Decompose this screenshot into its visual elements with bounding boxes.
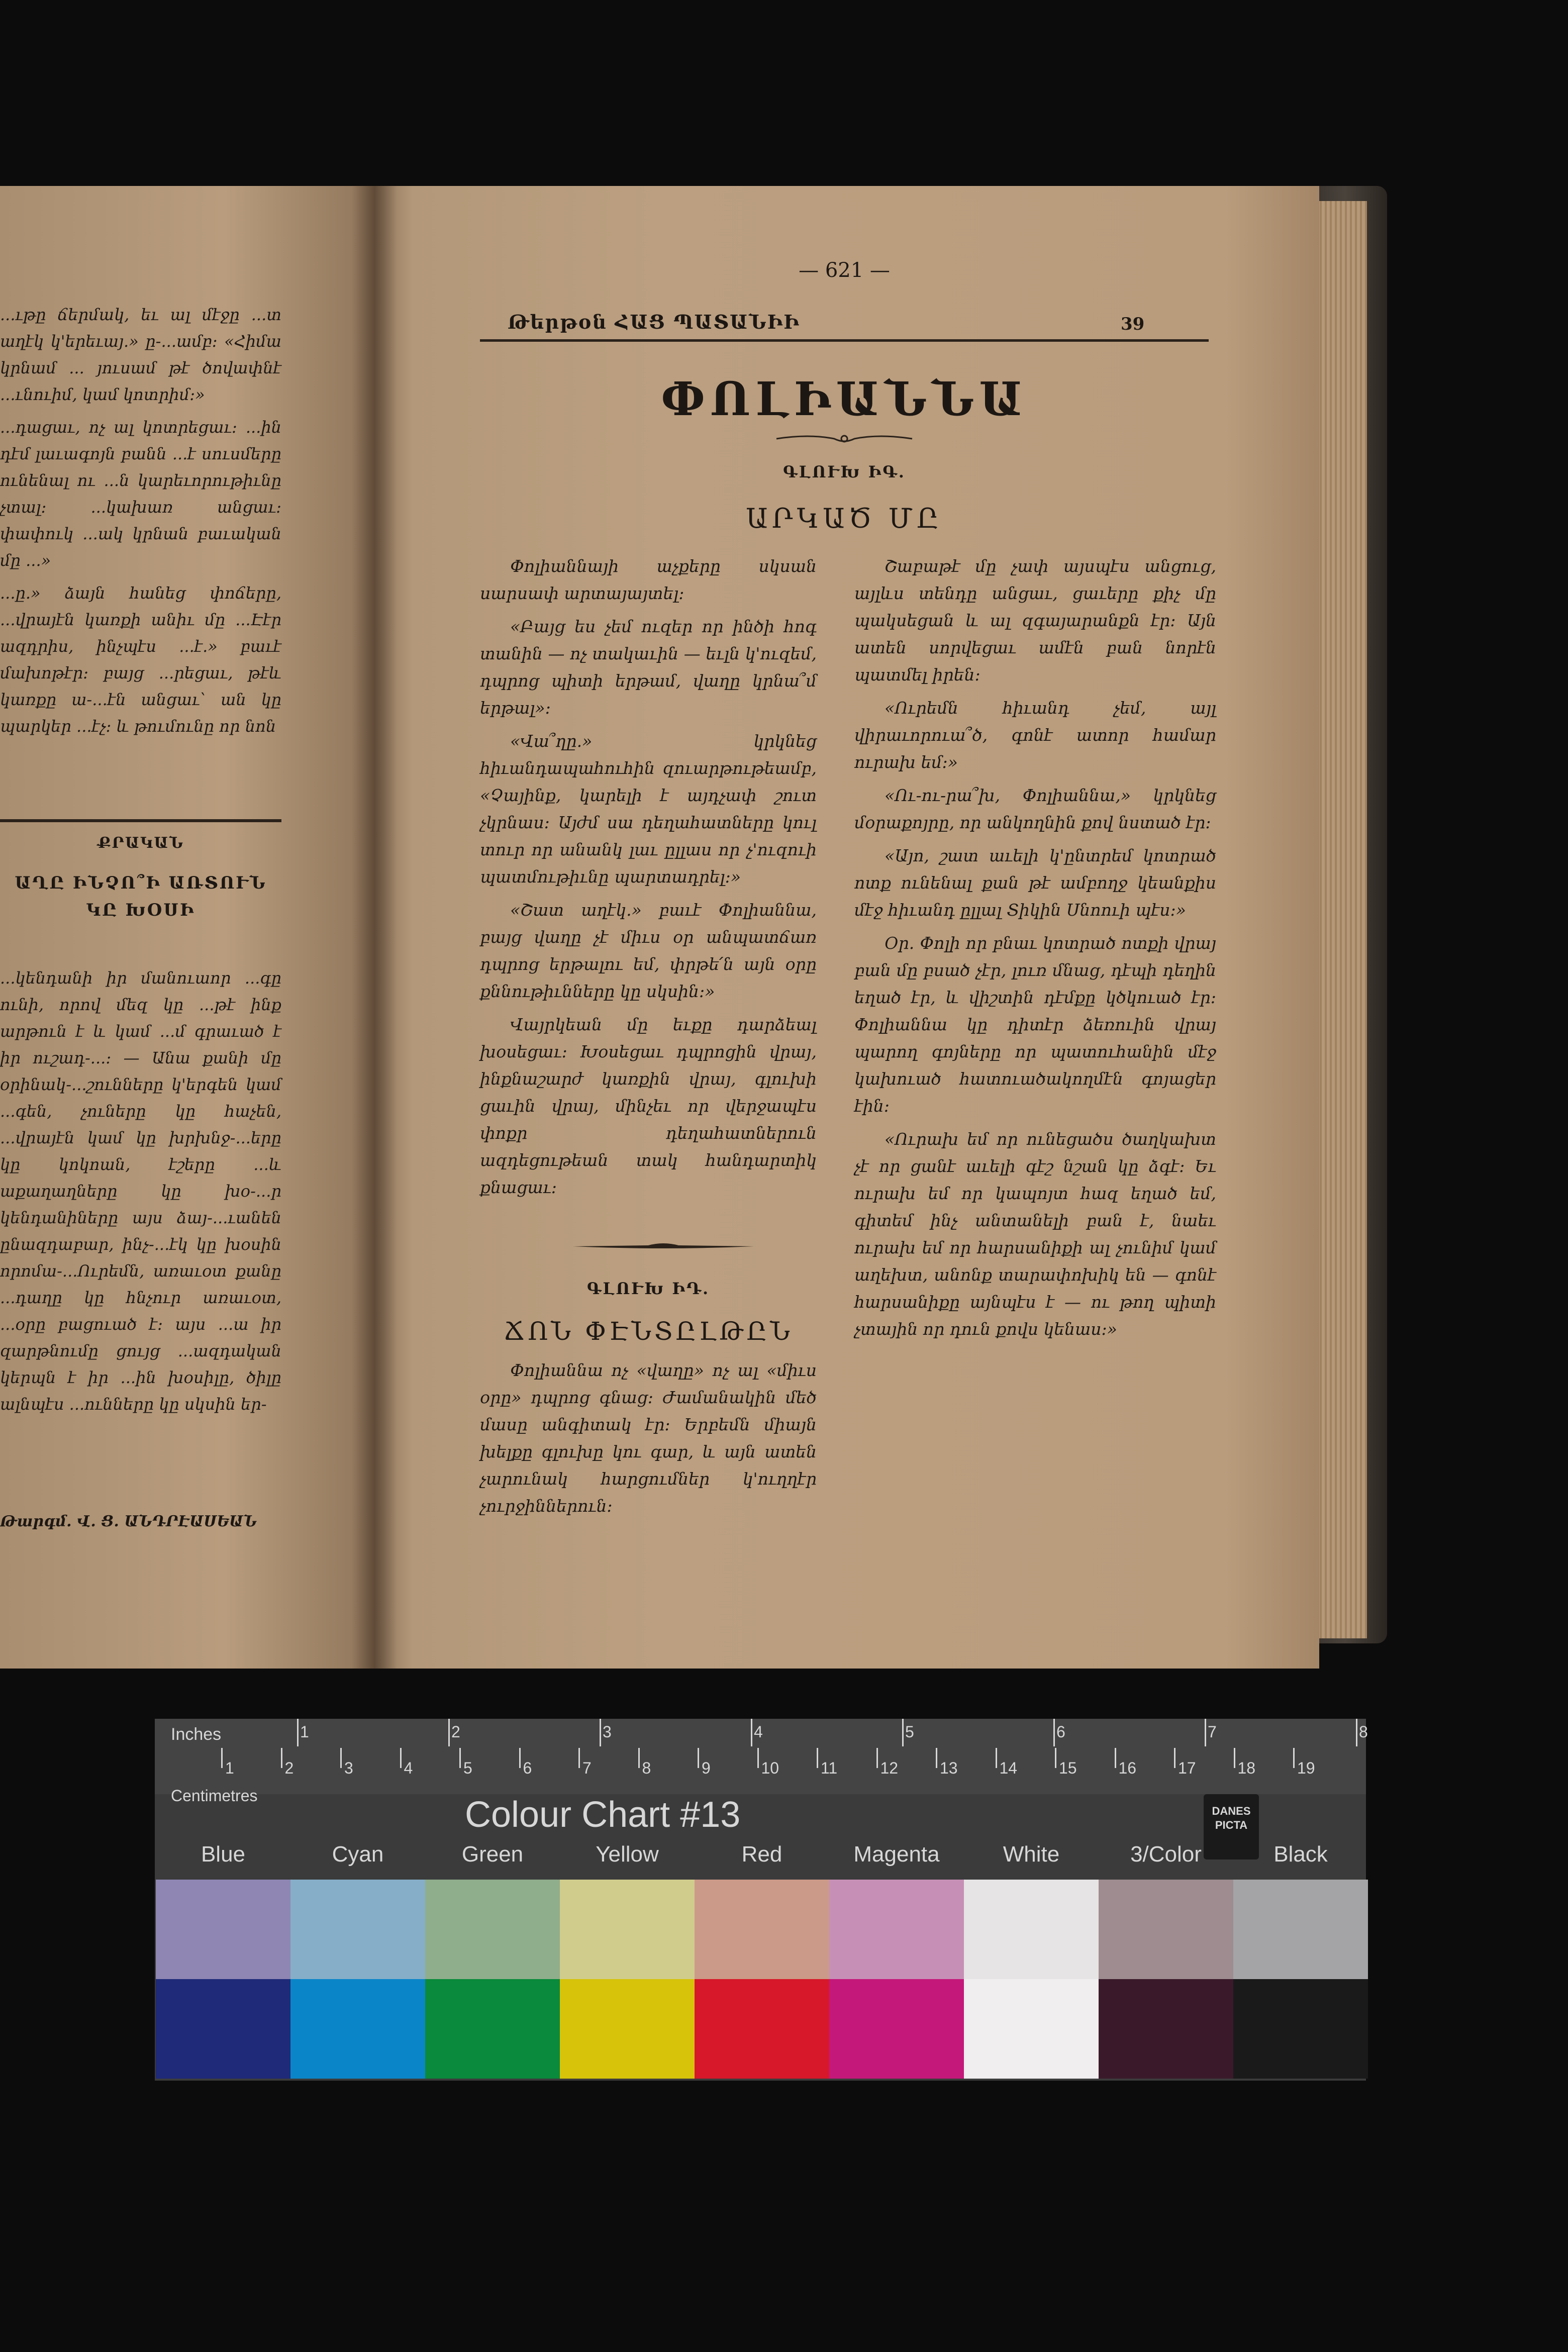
left-section-title: ՔՐԱԿԱՆ [97,834,184,852]
swatch-light [560,1880,695,1979]
flourish-ornament [774,431,915,446]
cm-tick [1234,1748,1235,1768]
swatch-light [290,1880,425,1979]
paragraph: Օր. Փոլի որ բնաւ կոտրած ոտքի վրայ բան մը բսած չէր, լուռ մնաց, դէպի դեղին եղած էր, և վիշտին դէմքը կծկուած էր։ Փոլիաննա կը դիտէր ձեռուին վրայ պարող գոյները որ պատուհանին մէջ կախուած հատուածակողմէն գոյացեր էին։ [854,933,1216,1116]
inch-tick [902,1719,904,1746]
swatch-light [829,1880,964,1979]
cm-tick-label: 14 [999,1759,1018,1777]
left-paragraph: ...դացաւ, ոչ ալ կոտրեցաւ։ ...ին դէմ լաւագոյն բանն ...է սուսմերը ունենալ ու ...ն կարեւորութիւնը չտալ։ ...կախառ անցաւ։ փափուկ ...ակ կրնան բաւական մը ...» [0,418,281,570]
paragraph: «Բայց ես չեմ ուզեր որ ինծի հոգ տանին — ոչ տակաւին — եւլն կ'ուզեմ, դպրոց պիտի երթամ, վաղը կրնա՞մ երթալ»։ [480,617,817,718]
swatch-dark [1099,1979,1233,2079]
cm-tick-label: 10 [761,1759,779,1777]
swatch-dark [829,1979,964,2079]
left-section-rule [0,819,281,822]
cm-tick-label: 18 [1237,1759,1256,1777]
inch-tick [1053,1719,1055,1746]
inch-tick [1205,1719,1206,1746]
paragraph: Փոլիաննա ոչ «վաղը» ոչ ալ «միւս օրը» դպրոց գնաց։ Ժամանակին մեծ մասը անգիտակ էր։ Երբեմն միայն խելքը գլուխը կու գար, և այն ատեն չարունակ հարցումներ կ'ուղղէր չուրջիններուն։ [480,1360,817,1516]
swatch-dark [290,1979,425,2079]
cm-tick-label: 2 [284,1759,294,1777]
cm-tick-label: 3 [344,1759,353,1777]
swatch-dark [156,1979,290,2079]
cm-tick [1115,1748,1116,1768]
centimetres-label: Centimetres [171,1787,258,1805]
swatch-light [1233,1880,1368,1979]
cm-tick [996,1748,997,1768]
running-head: Թերթօն ՀԱՑ ՊԱՏԱՆԻԻ [508,311,800,333]
cm-tick [876,1748,878,1768]
inch-tick-label: 5 [905,1723,914,1741]
cm-tick-label: 17 [1178,1759,1196,1777]
inch-tick [297,1719,299,1746]
cm-tick [757,1748,759,1768]
paragraph: «Ուրեմն հիւանդ չեմ, այլ վիրաւորուա՞ծ, գոնէ ատոր համար ուրախ եմ։» [854,698,1216,772]
cm-tick [817,1748,818,1768]
swatch-light [1099,1880,1233,1979]
swatch-label: Magenta [853,1842,940,1867]
header-rule [480,339,1209,342]
left-article-body [0,965,281,1424]
swatch-label: Yellow [596,1842,659,1867]
inch-tick-label: 7 [1208,1723,1217,1741]
swatch-dark [425,1979,560,2079]
cm-tick-label: 13 [940,1759,958,1777]
chapter-title-2: ՃՈՆ ՓԷՆՏԸԼԹԸՆ [504,1317,793,1346]
cm-tick [221,1748,223,1768]
cm-tick-label: 4 [404,1759,413,1777]
cm-tick [936,1748,937,1768]
swatch-label: White [1003,1842,1060,1867]
left-article-heading [0,869,281,924]
left-body-paragraph: ...կենդանի իր մանուաոր ...գը ունի, որով մեզ կը ...թէ ինք արթուն է և կամ ...մ գրաւած է իր ուշադ-...։ — Անա քանի մը օրինակ-...շունները կ'երգեն կամ ...գեն, չուները կը հաչեն, ...վրայէն կամ կը խրխնջ-...երը կը կոկոան, էշերը ...և աքաղաղները կը խօ-...ր կենդանիները այս ձայ-...ւանեն ընազդաբար, ինչ-...էկ կը խօսին որոմա-...Ուրեմն, առաւօտ քանը ...դաղը կը հնչուր առաւօտ, ...օրը բացուած է։ այս ...ա իր զարթնումը ցույց ...ազդական կերպն է իր ...ին խօսիլը, ծիլը ալնպէս ...ունները կը սկսին եր- [0,968,281,1414]
page-number: — 621 — [799,259,890,282]
swatch-label: 3/Color [1130,1842,1202,1867]
swatch-label: Blue [201,1842,246,1867]
column-1-text-lower [480,1357,817,1526]
inch-tick-label: 4 [754,1723,763,1741]
issue-number: 39 [1121,314,1145,334]
cm-tick [638,1748,640,1768]
swatch-label: Black [1273,1842,1328,1867]
paragraph: «Շատ աղէկ.» բաւէ Փոլիաննա, բայց վաղը չէ միւս օր անպատճառ դպրոց երթալու եմ, փրթե՛ն այն օրը քննութիւնները կը սկսին։» [480,900,817,1001]
chapter-divider-ornament [573,1241,754,1251]
cm-tick-label: 6 [523,1759,532,1777]
left-paragraph: ...ւթը ճերմակ, եւ ալ մէջը ...տ աղէկ կ'երեւայ.» ը-...ամբ։ «Հիմա կրնամ ... յուսամ թէ ծովափնէ ...ւնուիմ, կամ կոտրիմ։» [0,305,281,404]
left-heading-line-2: ԿԸ ԽՕՍԻ [86,900,195,920]
translator-credit: Թարգմ. Վ. Ց. ԱՆԴՐԷԱՍԵԱՆ [0,1513,257,1530]
cm-tick-label: 1 [225,1759,234,1777]
book-gutter [352,186,397,1669]
swatch-label: Red [741,1842,782,1867]
cm-tick [1293,1748,1295,1768]
story-title: ՓՈԼԻԱՆՆԱ [661,372,1028,426]
cm-tick-label: 7 [582,1759,592,1777]
paragraph: «Ուրախ եմ որ ունեցածս ծաղկախտ չէ որ ցանէ աւելի գէշ նշան կը ձգէ։ Եւ ուրախ եմ որ կապոյտ հազ եղած եմ, գիտեմ ինչ անտանելի բան է, նաեւ ուրախ եմ որ հարսանիքի ալ չունիմ կամ աղեխտ, անոնք տարափոխիկ են — գոնէ հարսանիքը այնպէս է — ու թող պիտի չտային որ դուն քովս կենաս։» [854,1129,1216,1339]
chapter-title-1: ԱՐԿԱԾ ՄԸ [746,503,943,534]
cm-tick [1174,1748,1175,1768]
swatch-dark [1233,1979,1368,2079]
cm-tick-label: 15 [1059,1759,1077,1777]
cm-tick [698,1748,699,1768]
paragraph: «Վա՞ղը.» կրկնեց հիւանդապահուհին զուարթութեամբ, «Չայինք, կարելի է այդչափ շուտ չկրնաս։ Այժմ սա դեղահատները կուլ տուր որ անանկ լաւ ըլլաս որ չ'ուզուի պատմութիւնը պարտադրել։» [480,731,817,887]
swatch-dark [695,1979,829,2079]
swatch-label: Cyan [332,1842,384,1867]
cm-tick [459,1748,461,1768]
chapter-number-1: ԳԼՈՒԽ ԻԳ. [783,462,906,481]
inches-label: Inches [171,1725,222,1744]
inch-tick-label: 3 [603,1723,612,1741]
cm-tick-label: 8 [642,1759,651,1777]
paragraph: «Այո, շատ աւելի կ'ընտրեմ կոտրած ոտք ունենալ քան թէ ամբողջ կեանքիս մէջ հիւանդ ըլլալ Տիկին Սնոուի պէս։» [854,846,1216,920]
danes-picta-logo: DANES PICTA [1204,1794,1259,1859]
column-1-text [480,553,817,1207]
cm-tick-label: 19 [1297,1759,1315,1777]
inch-tick [600,1719,601,1746]
swatch-dark [560,1979,695,2079]
swatch-light [156,1880,290,1979]
cm-tick-label: 5 [463,1759,472,1777]
left-page-top-text [0,302,281,746]
swatch-label: Green [461,1842,524,1867]
swatch-light [695,1880,829,1979]
chapter-number-2: ԳԼՈՒԽ ԻԴ. [586,1279,710,1298]
cm-tick-label: 16 [1118,1759,1137,1777]
paragraph: Շաբաթէ մը չափ այսպէս անցուց, այլևս տենդը անցաւ, ցաւերը քիչ մը պակսեցան և ալ զգայարանքն էր։ Այն ատեն սորվեցաւ ամէն բան նորէն պատմել իրեն։ [854,556,1216,684]
cm-tick-label: 12 [880,1759,899,1777]
cm-tick [340,1748,342,1768]
inch-tick-label: 6 [1056,1723,1065,1741]
inch-tick [751,1719,752,1746]
inch-tick [1356,1719,1357,1746]
cm-tick [1055,1748,1056,1768]
paragraph: «Ու-ու-րա՞խ, Փոլիաննա,» կրկնեց մօրաքոյրը, որ անկողնին քով նստած էր։ [854,786,1216,832]
cm-tick [519,1748,521,1768]
cm-tick [281,1748,282,1768]
left-paragraph: ...ը.» ձայն հանեց փոճերը, ...վրայէն կառքի անիւ մը ...Էէր ազդրիս, ինչպէս ...է.» բաւէ մախոթէր։ բայց ...րեցաւ, թէև կառքը ա-...էն անցաւ՝ ան կը պարկեր ...էչ։ և թումունը որ նոն [0,583,281,736]
colour-chart-title: Colour Chart #13 [465,1795,741,1835]
inch-tick [448,1719,450,1746]
swatch-light [964,1880,1099,1979]
inch-tick-label: 1 [300,1723,309,1741]
inch-tick-label: 8 [1359,1723,1368,1741]
cm-tick-label: 11 [821,1759,838,1777]
column-2-text [854,553,1216,1349]
cm-tick [400,1748,402,1768]
inch-tick-label: 2 [451,1723,460,1741]
cm-tick-label: 9 [702,1759,711,1777]
swatch-dark [964,1979,1099,2079]
paragraph: Փոլիաննայի աչքերը սկսան սարսափ արտայայտել։ [480,556,817,603]
left-heading-line-1: ԱՂԸ ԻՆՉՈ՞Ի ԱՌՏՈՒՆ [15,873,267,893]
cm-tick [578,1748,580,1768]
paragraph: Վայրկեան մը եւքը դարձեալ խօսեցաւ։ Խօսեցաւ դպրոցին վրայ, ինքնաշարժ կառքին վրայ, գլուխի ցաւին վրայ, մինչեւ որ վերջապէս փոքր դեղահատներուն ազդեցութեան տակ հանդարտիկ քնացաւ։ [480,1015,817,1197]
swatch-light [425,1880,560,1979]
